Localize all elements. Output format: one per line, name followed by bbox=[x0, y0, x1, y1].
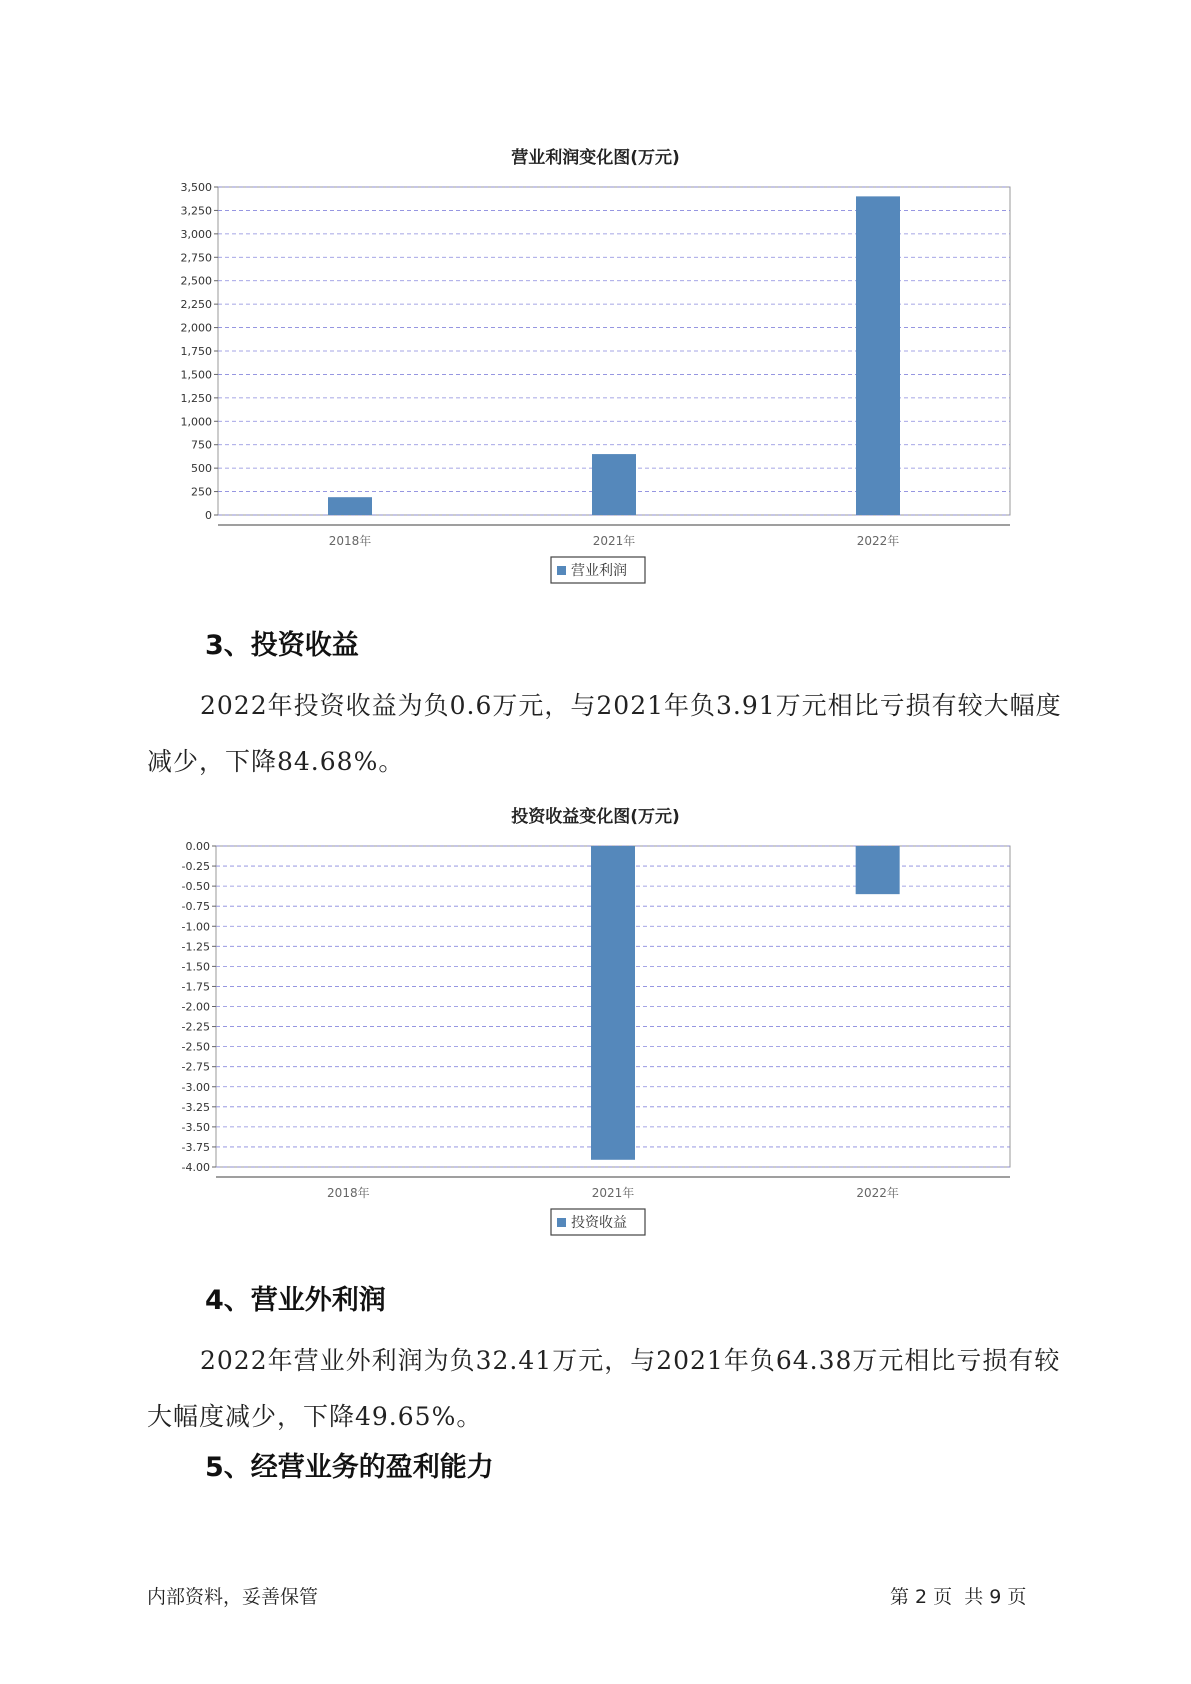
y-tick-label: 2,750 bbox=[180, 251, 212, 265]
x-tick-label: 2021年 bbox=[591, 1186, 635, 1200]
y-tick-label: -2.25 bbox=[181, 1020, 210, 1034]
y-tick-label: 1,500 bbox=[180, 368, 212, 382]
section3-paragraph: 2022年投资收益为负0.6万元，与2021年负3.91万元相比亏损有较大幅度减少，下降84.68%。 bbox=[147, 691, 1062, 776]
y-tick-label: -1.75 bbox=[181, 980, 210, 994]
y-tick-label: 3,500 bbox=[180, 181, 212, 194]
y-tick-label: -3.75 bbox=[181, 1140, 210, 1154]
legend-label: 营业利润 bbox=[571, 563, 627, 579]
y-tick-label: 2,250 bbox=[180, 298, 212, 312]
legend-swatch bbox=[557, 1218, 566, 1227]
section4-paragraph: 2022年营业外利润为负32.41万元，与2021年负64.38万元相比亏损有较大幅度减少，下降49.65%。 bbox=[147, 1346, 1061, 1431]
operating-profit-chart bbox=[0, 175, 1191, 635]
section3-heading: 3、投资收益 bbox=[205, 630, 359, 661]
y-tick-label: -3.25 bbox=[181, 1100, 210, 1114]
y-tick-label: 1,750 bbox=[180, 345, 212, 358]
y-tick-label: -2.75 bbox=[181, 1060, 210, 1074]
y-tick-label: 500 bbox=[191, 462, 212, 476]
x-tick-label: 2022年 bbox=[856, 1186, 899, 1200]
y-tick-label: 3,000 bbox=[180, 227, 212, 241]
footer-confidential: 内部资料，妥善保管 bbox=[147, 1586, 319, 1608]
investment-income-chart bbox=[0, 836, 1191, 1306]
x-tick-label: 2021年 bbox=[592, 534, 636, 548]
y-tick-label: 1,000 bbox=[180, 415, 212, 429]
x-tick-label: 2022年 bbox=[856, 534, 900, 548]
y-tick-label: -3.00 bbox=[181, 1080, 210, 1094]
y-tick-label: -2.00 bbox=[181, 1000, 210, 1014]
y-tick-label: -0.50 bbox=[181, 880, 210, 894]
bar bbox=[591, 846, 635, 1160]
y-tick-label: 0 bbox=[205, 509, 212, 522]
legend-swatch bbox=[557, 566, 566, 575]
y-tick-label: -0.25 bbox=[181, 860, 210, 874]
y-tick-label: 2,500 bbox=[180, 274, 212, 288]
y-tick-label: -1.50 bbox=[181, 960, 210, 974]
bar bbox=[592, 454, 636, 515]
y-tick-label: 1,250 bbox=[180, 391, 212, 405]
y-tick-label: 2,000 bbox=[180, 321, 212, 335]
y-tick-label: -3.50 bbox=[181, 1120, 210, 1134]
bar bbox=[856, 846, 900, 894]
x-tick-label: 2018年 bbox=[327, 1186, 370, 1200]
chart2-title: 投资收益变化图(万元) bbox=[511, 807, 680, 827]
section4-heading: 4、营业外利润 bbox=[205, 1285, 386, 1316]
y-tick-label: -1.25 bbox=[181, 940, 210, 954]
y-tick-label: -0.75 bbox=[181, 900, 210, 914]
y-tick-label: -4.00 bbox=[181, 1161, 210, 1174]
y-tick-label: -2.50 bbox=[181, 1040, 210, 1054]
bar bbox=[856, 196, 900, 515]
x-tick-label: 2018年 bbox=[328, 534, 372, 548]
chart1-title: 营业利润变化图(万元) bbox=[511, 148, 680, 168]
section5-heading: 5、经营业务的盈利能力 bbox=[205, 1452, 494, 1483]
y-tick-label: 250 bbox=[191, 485, 212, 499]
y-tick-label: -1.00 bbox=[181, 920, 210, 934]
y-tick-label: 750 bbox=[191, 438, 212, 452]
legend-label: 投资收益 bbox=[571, 1215, 627, 1231]
y-tick-label: 0.00 bbox=[185, 840, 210, 853]
footer-page-number: 第 2 页 共 9 页 bbox=[890, 1586, 1027, 1608]
bar bbox=[328, 497, 372, 515]
y-tick-label: 3,250 bbox=[180, 204, 212, 218]
